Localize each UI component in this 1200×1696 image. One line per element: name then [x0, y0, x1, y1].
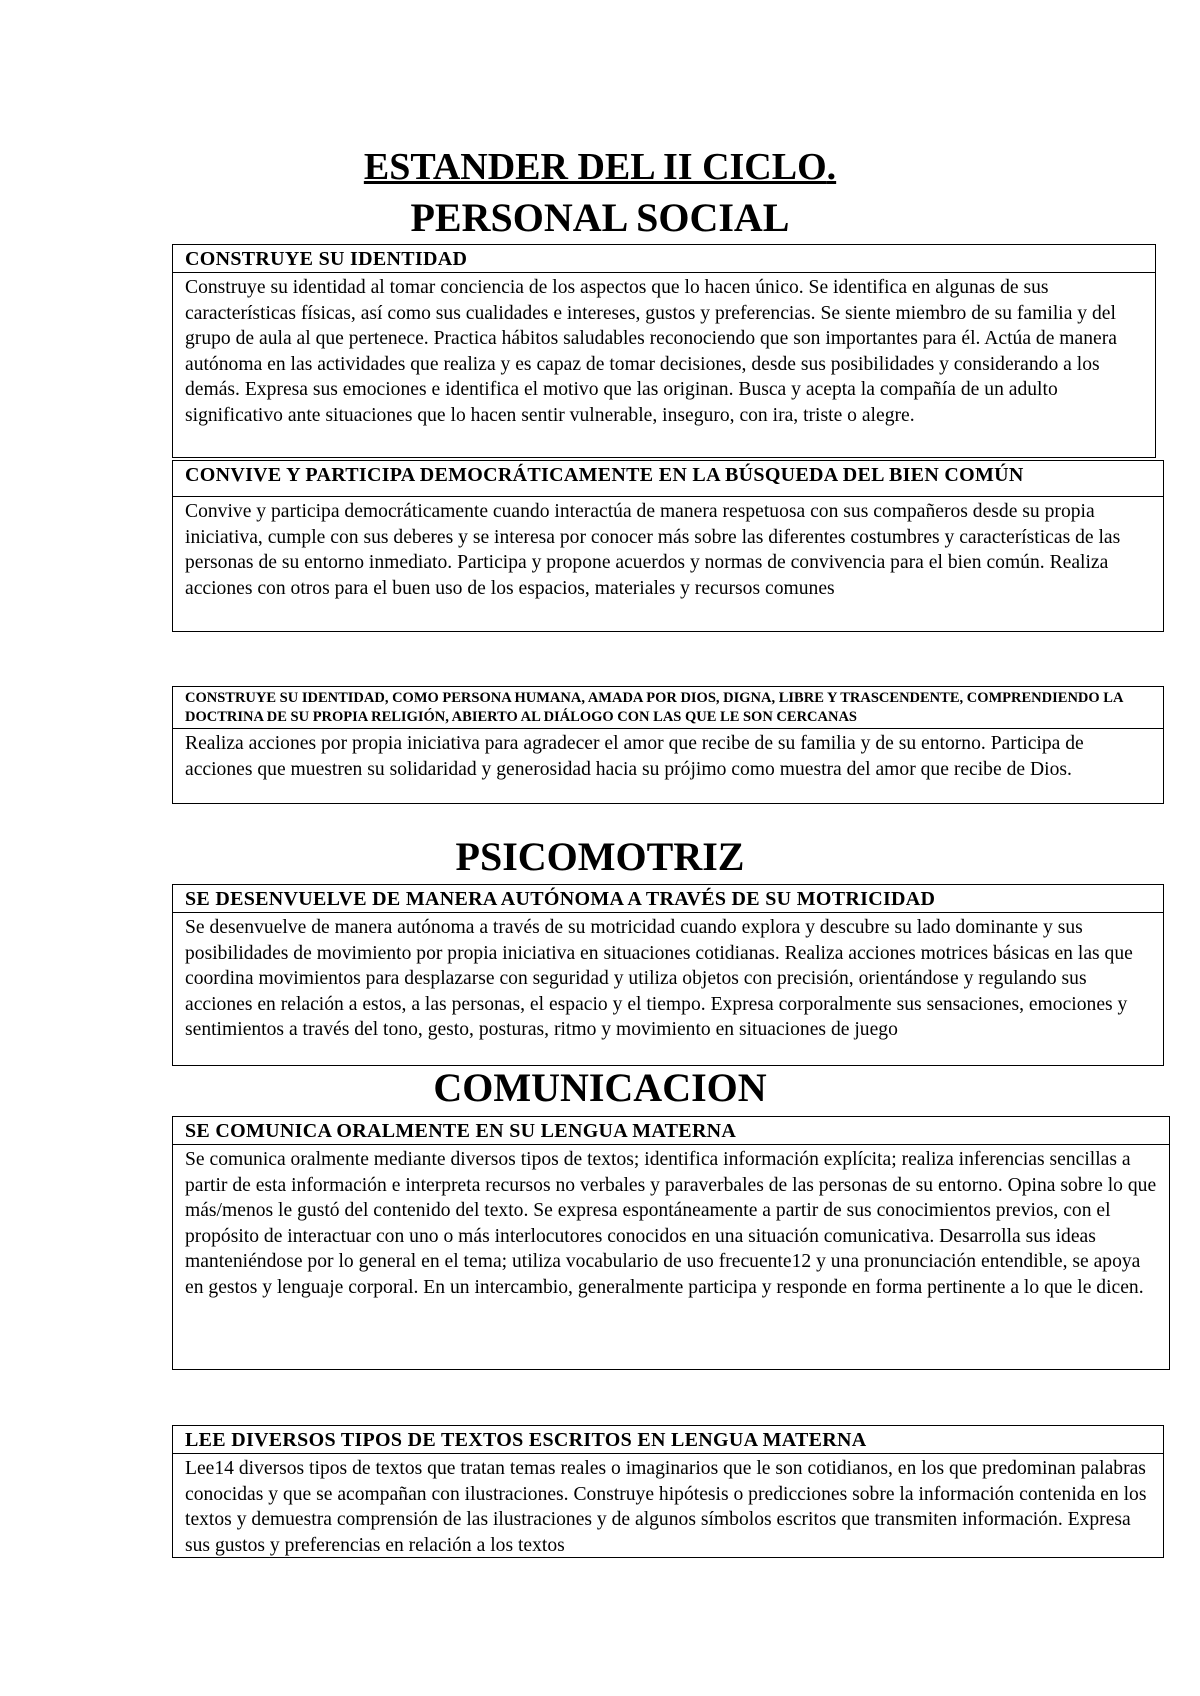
- standard-box-construye-identidad: [172, 244, 1156, 458]
- section-title-psicomotriz: PSICOMOTRIZ: [455, 834, 745, 879]
- standard-box-comunica-oralmente: [172, 1116, 1170, 1370]
- standard-heading: CONVIVE Y PARTICIPA DEMOCRÁTICAMENTE EN LA BÚSQUEDA DEL BIEN COMÚN: [173, 461, 1163, 497]
- standard-text: Convive y participa democráticamente cuando interactúa de manera respetuosa con sus compañeros desde su propia iniciativa, cumple con sus deberes y se interesa por conocer más sobre las diferentes costumbres y características de las personas de su entorno inmediato. Participa y propone acuerdos y normas de convivencia para el bien común. Realiza acciones con otros para el buen uso de los espacios, materiales y recursos comunes: [185, 501, 1121, 599]
- standard-box-convive-participa: [172, 460, 1164, 632]
- standard-box-motricidad: [172, 884, 1164, 1066]
- standard-text: Se desenvuelve de manera autónoma a través de su motricidad cuando explora y descubre su lado dominante y sus posibilidades de movimiento por propia iniciativa en situaciones cotidianas. Realiza acciones motrices básicas en las que coordina movimientos para desplazarse con seguridad y utiliza objetos con precisión, orientándose y regulando sus acciones en relación a estos, a las personas, el espacio y el tiempo. Expresa corporalmente sus sensaciones, emociones y sentimientos a través del tono, gesto, posturas, ritmo y movimiento en situaciones de juego: [185, 917, 1133, 1041]
- standard-heading: CONSTRUYE SU IDENTIDAD: [173, 245, 1155, 273]
- standard-heading: CONSTRUYE SU IDENTIDAD, COMO PERSONA HUMANA, AMADA POR DIOS, DIGNA, LIBRE Y TRASCENDENTE, COMPRENDIENDO LA DOCTRINA DE SU PROPIA RELIGIÓN, ABIERTO AL DIÁLOGO CON LAS QUE LE SON CERCANAS: [173, 687, 1163, 729]
- standard-text: Lee14 diversos tipos de textos que tratan temas reales o imaginarios que le son cotidianos, en los que predominan palabras conocidas y que se acompañan con ilustraciones. Construye hipótesis o predicciones sobre la información contenida en los textos y demuestra comprensión de las ilustraciones y de algunos símbolos escritos que transmiten información. Expresa sus gustos y preferencias en relación a los textos: [185, 1458, 1147, 1556]
- standard-box-identidad-religiosa: [172, 686, 1164, 804]
- standard-text: Se comunica oralmente mediante diversos tipos de textos; identifica información explícita; realiza inferencias sencillas a partir de esta información e interpreta recursos no verbales y paraverbales de las personas de su entorno. Opina sobre lo que más/menos le gustó del contenido del texto. Se expresa espontáneamente a partir de sus conocimientos previos, con el propósito de interactuar con uno o más interlocutores conocidos en una situación comunicativa. Desarrolla sus ideas manteniéndose por lo general en el tema; utiliza vocabulario de uso frecuente12 y una pronunciación entendible, se apoya en gestos y lenguaje corporal. En un intercambio, generalmente participa y responde en forma pertinente a lo que le dicen.: [185, 1149, 1157, 1298]
- standard-box-lee-textos: [172, 1425, 1164, 1558]
- section-title-personal-social: PERSONAL SOCIAL: [410, 195, 790, 240]
- section-title-comunicacion: COMUNICACION: [433, 1065, 767, 1110]
- standard-text: Realiza acciones por propia iniciativa para agradecer el amor que recibe de su familia y de su entorno. Participa de acciones que muestren su solidaridad y generosidad hacia su prójimo como muestra del amor que recibe de Dios.: [185, 733, 1084, 780]
- standard-heading: SE COMUNICA ORALMENTE EN SU LENGUA MATERNA: [173, 1117, 1169, 1145]
- standard-heading: LEE DIVERSOS TIPOS DE TEXTOS ESCRITOS EN LENGUA MATERNA: [173, 1426, 1163, 1454]
- page-title: ESTANDER DEL II CICLO.: [363, 146, 837, 188]
- standard-text: Construye su identidad al tomar conciencia de los aspectos que lo hacen único. Se identifica en algunas de sus características físicas, así como sus cualidades e intereses, gustos y preferencias. Se siente miembro de su familia y del grupo de aula al que pertenece. Practica hábitos saludables reconociendo que son importantes para él. Actúa de manera autónoma en las actividades que realiza y es capaz de tomar decisiones, desde sus posibilidades y considerando a los demás. Expresa sus emociones e identifica el motivo que las originan. Busca y acepta la compañía de un adulto significativo ante situaciones que lo hacen sentir vulnerable, inseguro, con ira, triste o alegre.: [185, 277, 1117, 426]
- standard-heading: SE DESENVUELVE DE MANERA AUTÓNOMA A TRAVÉS DE SU MOTRICIDAD: [173, 885, 1163, 913]
